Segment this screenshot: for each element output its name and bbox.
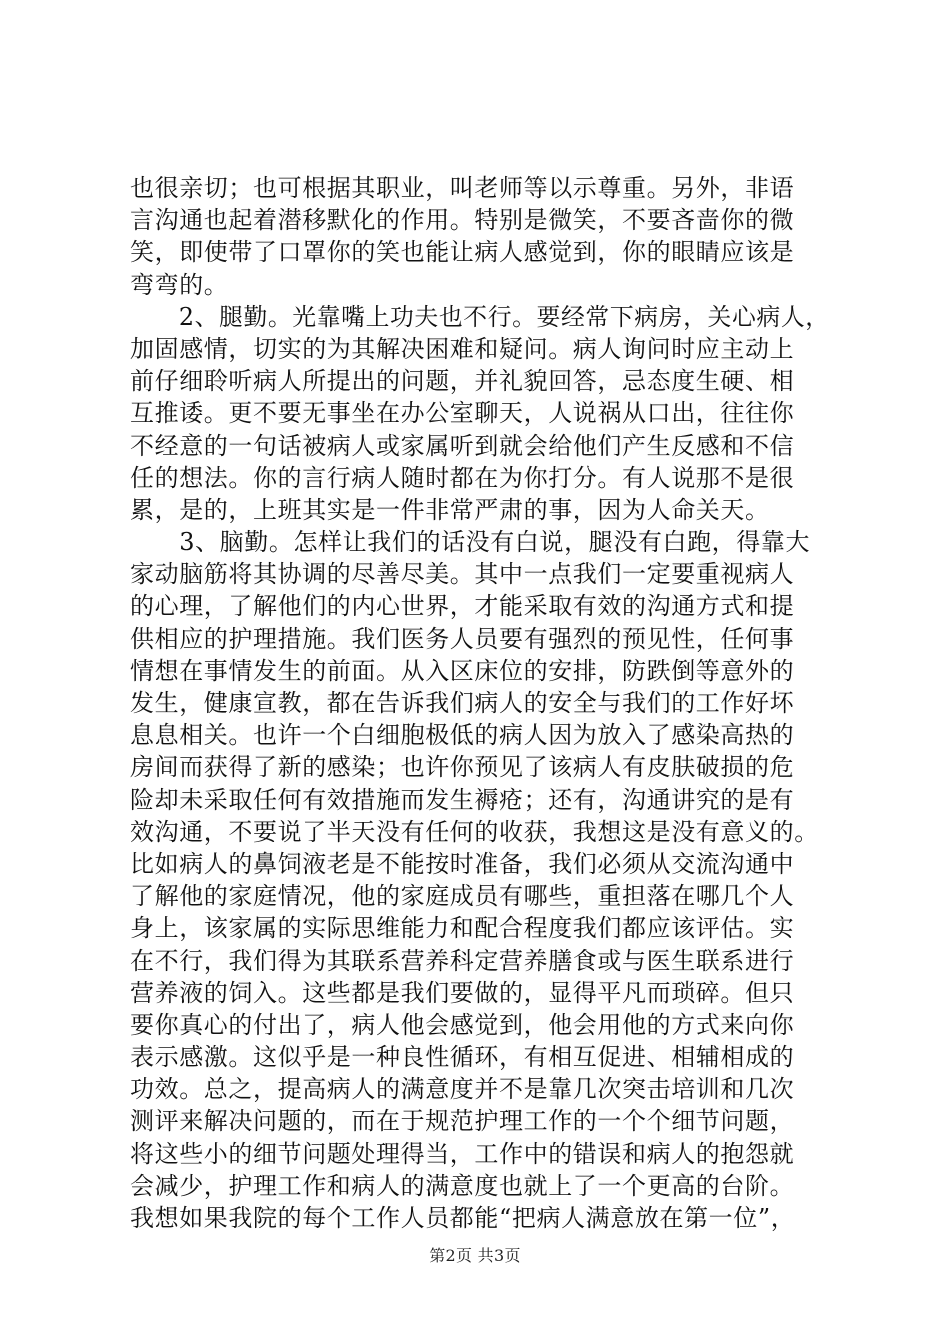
text-line: 测评来解决问题的，而在于规范护理工作的一个个细节问题， (130, 1107, 795, 1136)
text-line: 房间而获得了新的感染；也许你预见了该病人有皮肤破损的危 (130, 753, 795, 782)
text-line: 2、腿勤。光靠嘴上功夫也不行。要经常下病房，关心病人， (130, 302, 830, 331)
page-footer: 第2页 共3页 (429, 1246, 521, 1265)
text-line: 家动脑筋将其协调的尽善尽美。其中一点我们一定要重视病人 (130, 560, 795, 589)
text-line: 笑，即使带了口罩你的笑也能让病人感觉到，你的眼睛应该是 (130, 238, 795, 267)
text-line: 发生，健康宣教，都在告诉我们病人的安全与我们的工作好坏 (130, 689, 795, 717)
text-line: 加固感情，切实的为其解决困难和疑问。病人询问时应主动上 (130, 334, 795, 363)
text-line: 表示感激。这似乎是一种良性循环，有相互促进、相辅相成的 (130, 1043, 795, 1072)
text-line: 不经意的一句话被病人或家属听到就会给他们产生反感和不信 (130, 431, 795, 460)
text-line: 营养液的饲入。这些都是我们要做的，显得平凡而琐碎。但只 (130, 978, 795, 1007)
text-line: 我想如果我院的每个工作人员都能“把病人满意放在第一位”， (130, 1204, 796, 1232)
text-line: 息息相关。也许一个白细胞极低的病人因为放入了感染高热的 (130, 721, 795, 750)
text-line: 言沟通也起着潜移默化的作用。特别是微笑，不要吝啬你的微 (130, 206, 795, 235)
text-line: 也很亲切；也可根据其职业，叫老师等以示尊重。另外，非语 (130, 174, 795, 202)
body-text (130, 172, 830, 1234)
text-line: 累，是的，上班其实是一件非常严肃的事，因为人命关天。 (130, 495, 770, 524)
text-line: 供相应的护理措施。我们医务人员要有强烈的预见性，任何事 (130, 624, 795, 653)
text-line: 的心理，了解他们的内心世界，才能采取有效的沟通方式和提 (130, 592, 795, 621)
text-line: 3、脑勤。怎样让我们的话没有白说，腿没有白跑，得靠大 (130, 528, 811, 557)
text-line: 弯弯的。 (130, 270, 229, 299)
text-line: 了解他的家庭情况，他的家庭成员有哪些，重担落在哪几个人 (130, 882, 795, 911)
text-line: 前仔细聆听病人所提出的问题，并礼貌回答，忌态度生硬、相 (130, 367, 795, 396)
text-line: 身上，该家属的实际思维能力和配合程度我们都应该评估。实 (130, 914, 795, 943)
text-line: 在不行，我们得为其联系营养科定营养膳食或与医生联系进行 (130, 946, 795, 975)
text-line: 将这些小的细节问题处理得当，工作中的错误和病人的抱怨就 (130, 1139, 795, 1168)
text-line: 要你真心的付出了，病人他会感觉到，他会用他的方式来向你 (130, 1010, 795, 1039)
text-line: 险却未采取任何有效措施而发生褥疮；还有，沟通讲究的是有 (130, 785, 795, 814)
text-line: 情想在事情发生的前面。从入区床位的安排，防跌倒等意外的 (130, 656, 795, 685)
text-line: 任的想法。你的言行病人随时都在为你打分。有人说那不是很 (130, 463, 795, 492)
text-line: 效沟通，不要说了半天没有任何的收获，我想这是没有意义的。 (130, 817, 819, 846)
text-line: 比如病人的鼻饲液老是不能按时准备，我们必须从交流沟通中 (130, 849, 795, 878)
text-line: 功效。总之，提高病人的满意度并不是靠几次突击培训和几次 (130, 1075, 795, 1104)
text-line: 互推诿。更不要无事坐在办公室聊天，人说祸从口出，往往你 (130, 399, 795, 428)
text-line: 会减少，护理工作和病人的满意度也就上了一个更高的台阶。 (130, 1171, 795, 1200)
